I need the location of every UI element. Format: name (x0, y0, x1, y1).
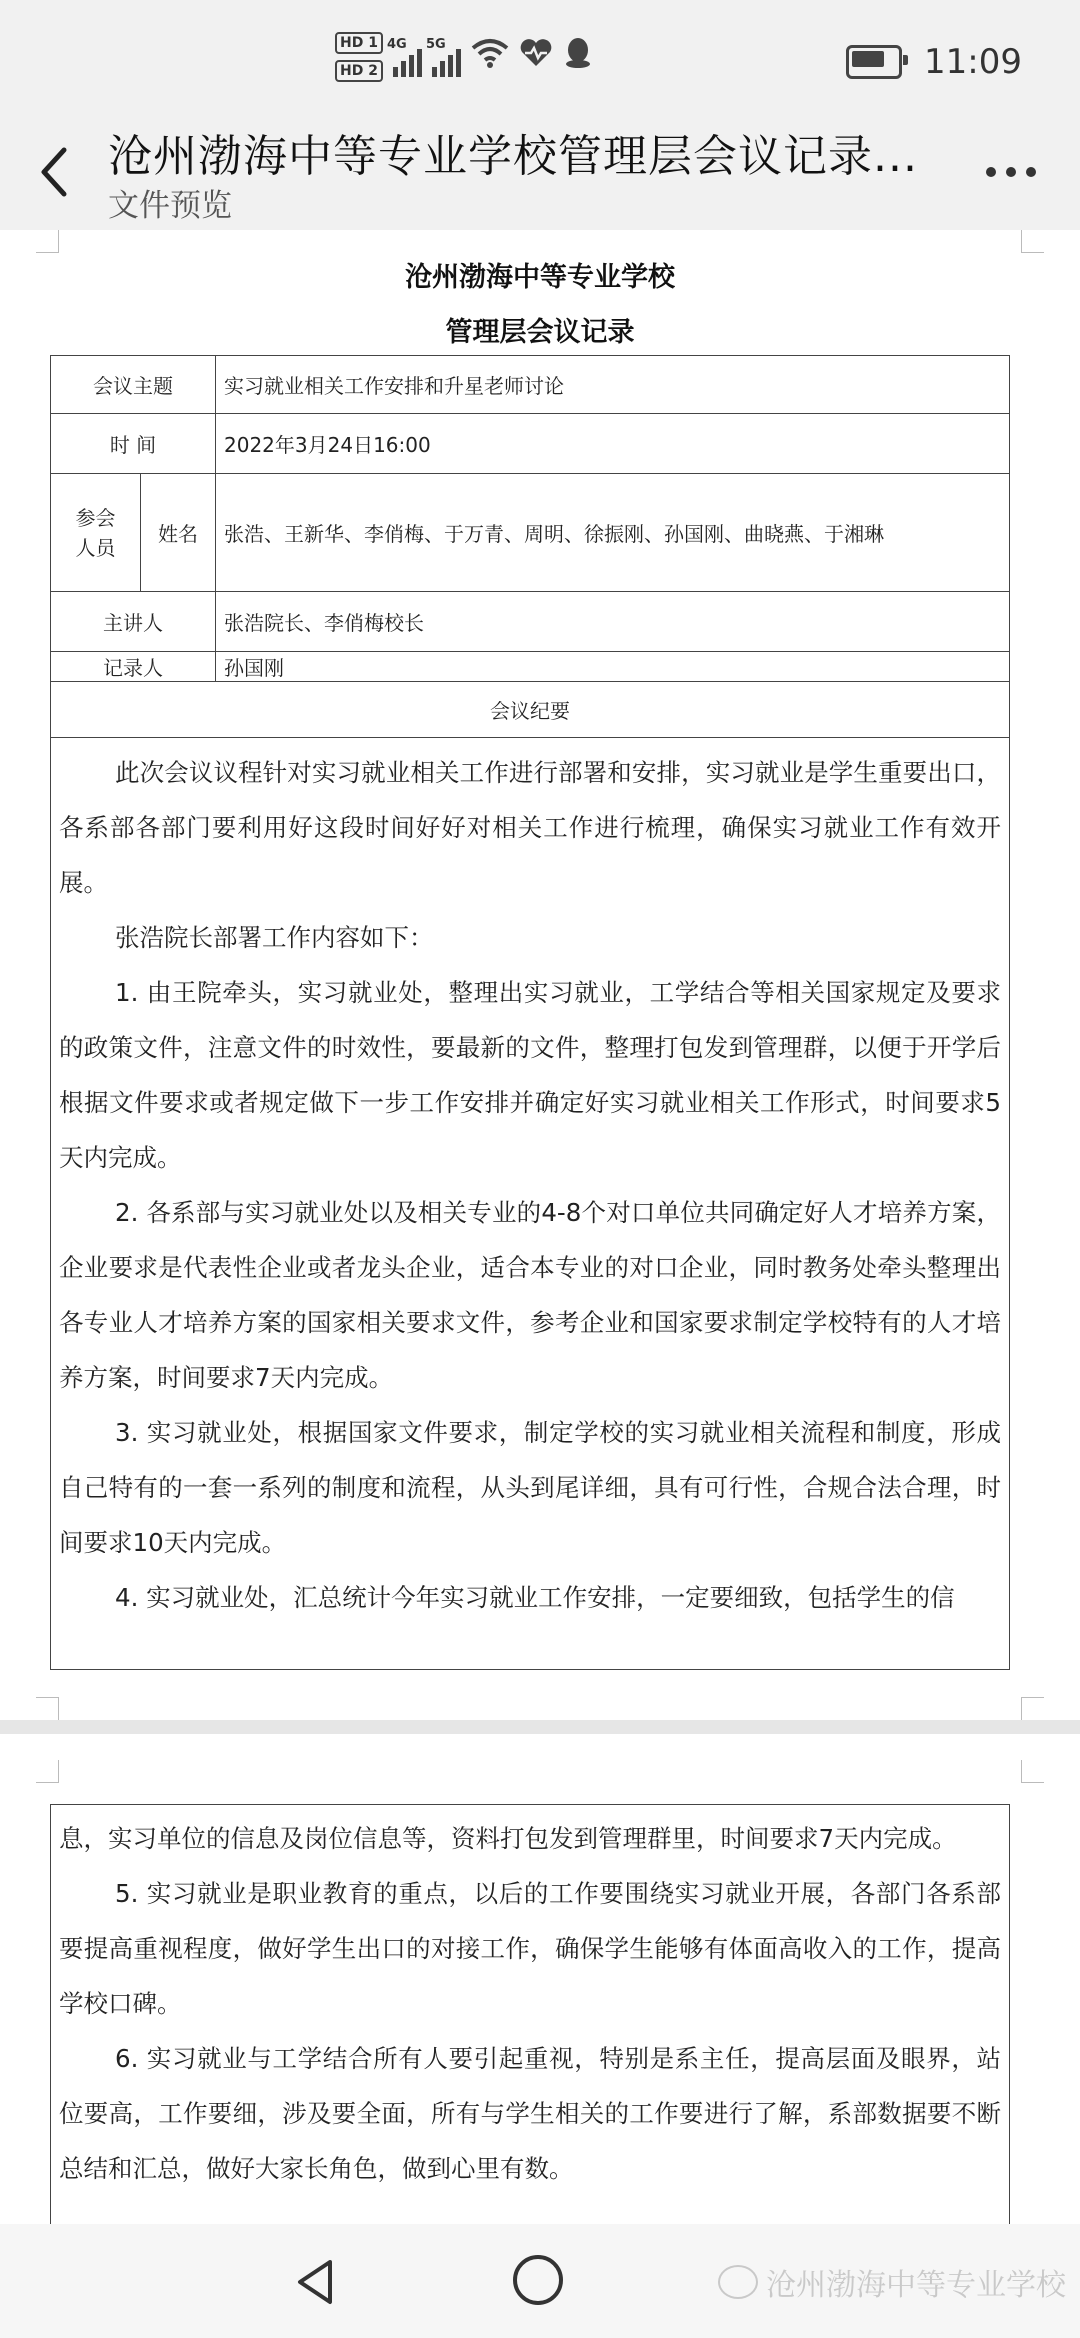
health-icon (519, 38, 553, 76)
wechat-icon (718, 2265, 758, 2299)
recorder-value: 孙国刚 (216, 652, 1010, 682)
doc-heading: 管理层会议记录 (445, 317, 635, 348)
time-value: 2022年3月24日16:00 (216, 414, 1010, 474)
wifi-icon (471, 38, 509, 76)
nav-back-icon[interactable] (292, 2256, 338, 2308)
table-row (51, 474, 1010, 592)
clock: 11:09 (924, 42, 1022, 82)
name-label: 姓名 (141, 474, 216, 592)
document-title: 沧州渤海中等专业学校管理层会议记录... (108, 131, 918, 182)
minutes-body-1 (50, 737, 1010, 1670)
signal-1-label: 4G (386, 37, 407, 52)
paragraph: 2. 各系部与实习就业处以及相关专业的4-8个对口单位共同确定好人才培养方案，企业要求是代表性企业或者龙头企业，适合本专业的对口企业，同时教务处牵头整理出各专业人才培养方案的国家相关要求文件，参考企业和国家要求制定学校特有的人才培养方案，时间要求7天内完成。 (59, 1198, 1001, 1392)
paragraph: 张浩院长部署工作内容如下： (115, 923, 434, 952)
app-header (0, 112, 1080, 230)
signal-2-label: 5G (425, 37, 446, 52)
table-row (51, 592, 1010, 652)
recorder-label: 记录人 (51, 652, 216, 682)
back-arrow-icon[interactable] (34, 142, 74, 202)
hd2-badge: HD 2 (335, 60, 383, 82)
table-row (51, 652, 1010, 682)
paragraph: 4. 实习就业处，汇总统计今年实习就业工作安排，一定要细致，包括学生的信 (115, 1583, 955, 1612)
page-separator (0, 1720, 1080, 1734)
signal-1-icon (386, 37, 422, 77)
hd1-badge: HD 1 (335, 32, 383, 54)
paragraph: 6. 实习就业与工学结合所有人要引起重视，特别是系主任，提高层面及眼界，站位要高，工作要细，涉及要全面，所有与学生相关的工作要进行了解，系部数据要不断总结和汇总，做好大家长角色，做到心里有数。 (59, 2044, 1001, 2183)
table-row (51, 682, 1010, 738)
navigation-bar (0, 2224, 1080, 2338)
paragraph: 此次会议议程针对实习就业相关工作进行部署和安排，实习就业是学生重要出口，各系部各部门要利用好这段时间好好对相关工作进行梳理，确保实习就业工作有效开展。 (59, 758, 1001, 897)
qq-icon (563, 37, 593, 77)
signal-2-icon (425, 37, 461, 77)
paragraph: 3. 实习就业处，根据国家文件要求，制定学校的实习就业相关流程和制度，形成自己特有的一套一系列的制度和流程，从头到尾详细，具有可行性，合规合法合理，时间要求10天内完成。 (59, 1418, 1001, 1557)
speaker-value: 张浩院长、李俏梅校长 (216, 592, 1010, 652)
minutes-label: 会议纪要 (51, 682, 1010, 738)
status-bar (0, 0, 1080, 112)
document-page-1 (0, 230, 1080, 1720)
attendees-value: 张浩、王新华、李俏梅、于万青、周明、徐振刚、孙国刚、曲晓燕、于湘琳 (216, 474, 1010, 592)
topic-label: 会议主题 (51, 356, 216, 414)
paragraph: 5. 实习就业是职业教育的重点，以后的工作要围绕实习就业开展，各部门各系部要提高重视程度，做好学生出口的对接工作，确保学生能够有体面高收入的工作，提高学校口碑。 (59, 1879, 1001, 2018)
time-label: 时 间 (51, 414, 216, 474)
meeting-info-table (50, 355, 1010, 738)
status-icons (335, 32, 593, 82)
table-row (51, 414, 1010, 474)
document-page-2 (0, 1734, 1080, 2224)
table-row (51, 356, 1010, 414)
speaker-label: 主讲人 (51, 592, 216, 652)
paragraph: 息，实习单位的信息及岗位信息等，资料打包发到管理群里，时间要求7天内完成。 (59, 1824, 957, 1853)
topic-value: 实习就业相关工作安排和升星老师讨论 (216, 356, 1010, 414)
nav-home-icon[interactable] (513, 2255, 563, 2305)
attendees-label: 参会人员 (51, 474, 141, 592)
battery-icon (846, 45, 902, 79)
watermark (718, 2260, 1066, 2304)
minutes-body-2 (50, 1804, 1010, 2264)
watermark-text: 沧州渤海中等专业学校 (766, 2268, 1066, 2303)
paragraph: 1. 由王院牵头，实习就业处，整理出实习就业，工学结合等相关国家规定及要求的政策文件，注意文件的时效性，要最新的文件，整理打包发到管理群，以便于开学后根据文件要求或者规定做下一步工作安排并确定好实习就业相关工作形式，时间要求5天内完成。 (59, 978, 1001, 1172)
school-name: 沧州渤海中等专业学校 (405, 262, 675, 293)
more-options-icon[interactable] (986, 152, 1042, 192)
preview-label: 文件预览 (108, 188, 232, 224)
hd-indicators (335, 32, 383, 82)
